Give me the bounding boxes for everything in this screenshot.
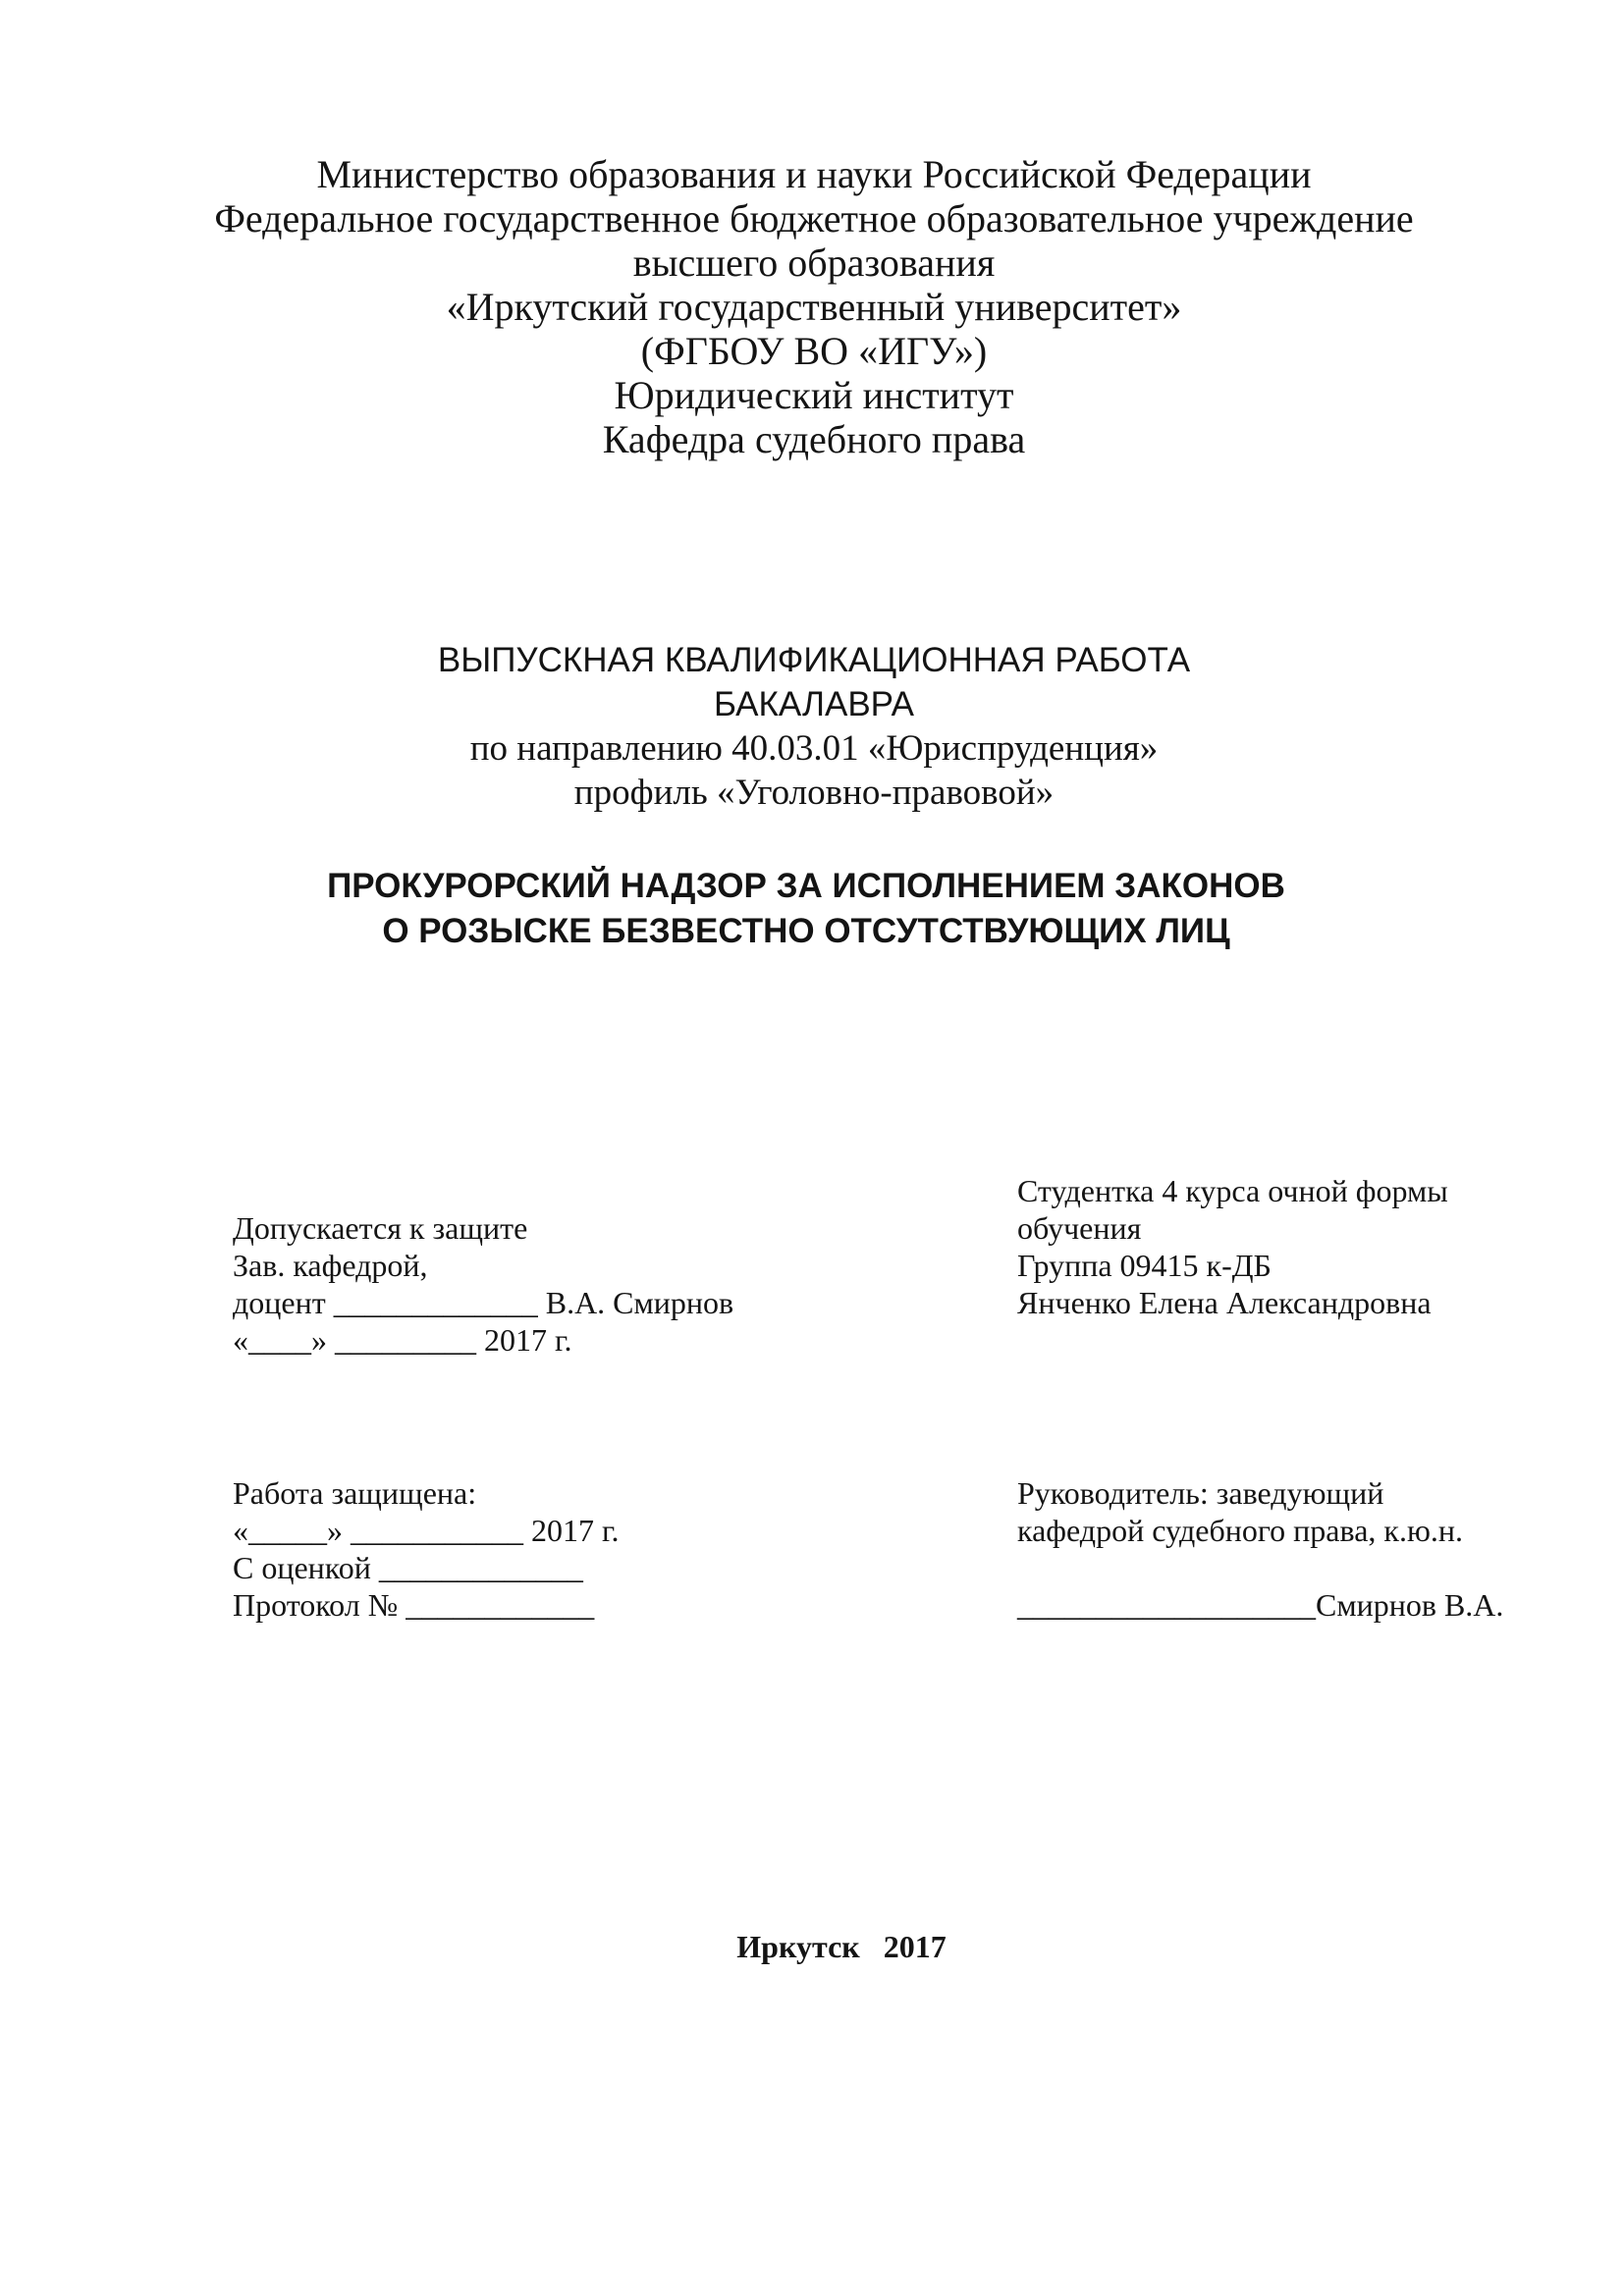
education-level-line: высшего образования [632,240,996,285]
degree-line: БАКАЛАВРА [713,685,915,723]
student-block [1017,1172,1448,1321]
head-signature-line: доцент _____________ В.А. Смирнов [233,1285,734,1320]
student-form-line: обучения [1017,1210,1142,1246]
head-of-department-line: Зав. кафедрой, [233,1248,428,1283]
admission-date-line: «____» _________ 2017 г. [233,1322,572,1358]
student-course-line: Студентка 4 курса очной формы [1017,1173,1448,1208]
supervisor-blank-line [1017,1549,1503,1586]
supervisor-signature-line: ___________________Смирнов В.А. [1017,1587,1504,1623]
institution-type-line: Федеральное государственное бюджетное образовательное учреждение [214,196,1414,240]
admission-line: Допускается к защите [233,1210,528,1246]
institute-line: Юридический институт [614,373,1014,417]
student-group-line: Группа 09415 к-ДБ [1017,1248,1272,1283]
direction-line: по направлению 40.03.01 «Юриспруденция» [469,728,1159,769]
defense-block [233,1474,620,1624]
university-name-line: «Иркутский государственный университет» [446,285,1182,329]
profile-line: профиль «Уголовно-правовой» [573,773,1055,813]
thesis-title-line-2: О РОЗЫСКЕ БЕЗВЕСТНО ОТСУТСТВУЮЩИХ ЛИЦ [382,912,1230,950]
city-year-footer [29,1928,1624,1965]
thesis-title-line-1: ПРОКУРОРСКИЙ НАДЗОР ЗА ИСПОЛНЕНИЕМ ЗАКОНОВ [327,867,1285,905]
admission-block [233,1209,733,1359]
thesis-title [0,864,1618,954]
supervisor-position-line: кафедрой судебного права, к.ю.н. [1017,1513,1463,1548]
department-line: Кафедра судебного права [602,417,1026,461]
defense-status-line: Работа защищена: [233,1475,477,1511]
work-type-block [2,638,1624,815]
defense-date-line: «_____» ___________ 2017 г. [233,1513,620,1548]
university-abbr-line: (ФГБОУ ВО «ИГУ») [640,329,988,373]
supervisor-title-line: Руководитель: заведующий [1017,1475,1384,1511]
institution-header [2,152,1624,461]
work-type-line: ВЫПУСКНАЯ КВАЛИФИКАЦИОННАЯ РАБОТА [437,641,1191,679]
protocol-line: Протокол № ____________ [233,1587,595,1623]
grade-line: С оценкой _____________ [233,1550,583,1585]
student-name-line: Янченко Елена Александровна [1017,1285,1432,1320]
ministry-line: Министерство образования и науки Российской Федерации [316,152,1312,196]
city-year: Иркутск 2017 [736,1929,947,1964]
supervisor-block [1017,1474,1503,1624]
